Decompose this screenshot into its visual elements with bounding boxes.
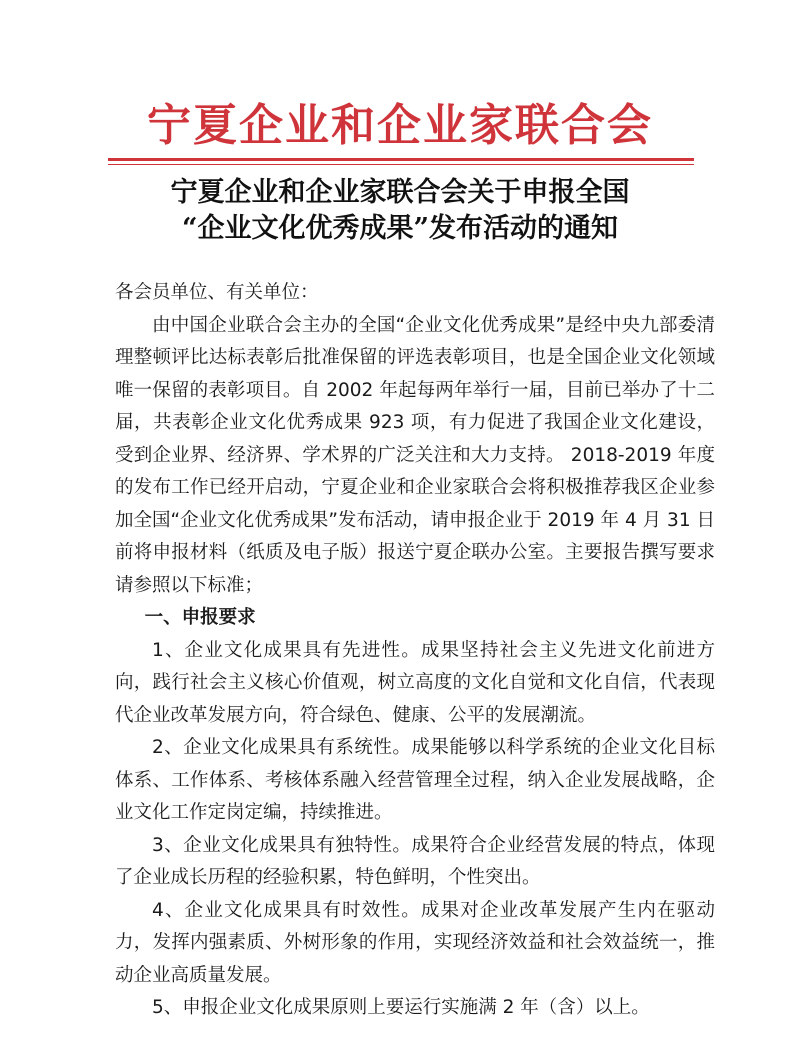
notice-title-line-1: 宁夏企业和企业家联合会关于申报全国	[170, 177, 630, 208]
salutation: 各会员单位、有关单位：	[115, 282, 319, 303]
notice-title	[100, 175, 700, 247]
section-heading-requirements: 一、申报要求	[144, 607, 256, 628]
notice-title-line-2: “企业文化优秀成果”发布活动的通知	[181, 213, 619, 244]
requirement-item-3: 3、企业文化成果具有独特性。成果符合企业经营发展的特点，体现了企业成长历程的经验积累，特色鲜明，个性突出。	[115, 834, 715, 888]
letterhead-rule-thin	[108, 164, 694, 165]
organization-letterhead: 宁夏企业和企业家联合会	[147, 100, 653, 151]
requirement-item-5: 5、申报企业文化成果原则上要运行实施满 2 年（含）以上。	[152, 997, 650, 1018]
letterhead-rule-thick	[108, 158, 694, 161]
notice-body	[115, 277, 715, 1025]
intro-paragraph: 由中国企业联合会主办的全国“企业文化优秀成果”是经中央九部委清理整顿评比达标表彰后批准保留的评选表彰项目，也是全国企业文化领域唯一保留的表彰项目。自 2002 年起每两年举行一届，目前已举办了十二届，共表彰企业文化优秀成果 923 项，有力促进了我国企业文化建设，受到企业界、经济界、学术界的广泛关注和大力支持。 2018-2019 年度的发布工作已经开启动，宁夏企业和企业家联合会将积极推荐我区企业参加全国“企业文化优秀成果”发布活动，请申报企业于 2019 年 4 月 31 日前将申报材料（纸质及电子版）报送宁夏企联办公室。主要报告撰写要求请参照以下标准；	[115, 314, 715, 596]
requirement-item-4: 4、企业文化成果具有时效性。成果对企业改革发展产生内在驱动力，发挥内强素质、外树形象的作用，实现经济效益和社会效益统一，推动企业高质量发展。	[115, 899, 715, 986]
requirement-item-2: 2、企业文化成果具有系统性。成果能够以科学系统的企业文化目标体系、工作体系、考核体系融入经营管理全过程，纳入企业发展战略，企业文化工作定岗定编，持续推进。	[115, 737, 715, 823]
requirement-item-1: 1、企业文化成果具有先进性。成果坚持社会主义先进文化前进方向，践行社会主义核心价值观，树立高度的文化自觉和文化自信，代表现代企业改革发展方向，符合绿色、健康、公平的发展潮流。	[115, 639, 715, 726]
